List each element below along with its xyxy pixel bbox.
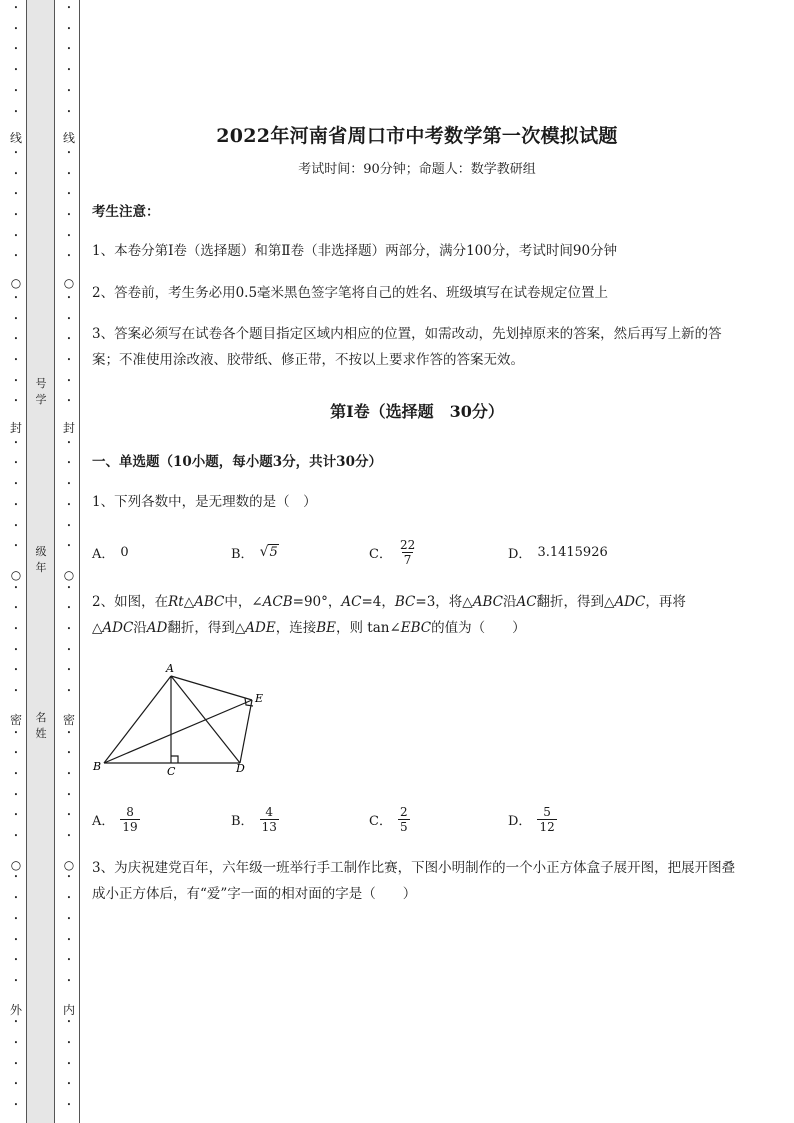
segment-ab [104, 676, 171, 763]
math-var: BC [394, 594, 416, 610]
q1-options [92, 532, 746, 572]
cut-line-dot: • [66, 521, 72, 530]
cut-line-dot: • [66, 500, 72, 509]
cut-line-dot: • [66, 728, 72, 737]
cut-line-dot: • [13, 24, 19, 33]
fraction [260, 805, 279, 834]
cut-line-dot: • [66, 811, 72, 820]
q1-option-c[interactable] [369, 532, 417, 572]
option-label: D． [508, 546, 532, 562]
cut-line-dot: • [13, 169, 19, 178]
cut-line-dot: • [13, 107, 19, 116]
cut-line-dot: • [13, 1101, 19, 1110]
numerator: 5 [543, 804, 551, 819]
cut-line-dot: • [13, 914, 19, 923]
cut-line-dot: • [13, 500, 19, 509]
cut-line-dot: • [13, 976, 19, 985]
inner-marker-2: ○ [63, 276, 75, 290]
cut-line-dot: • [13, 728, 19, 737]
option-value: 0 [120, 544, 129, 560]
option-value: 3.1415926 [537, 544, 608, 560]
denominator: 19 [122, 819, 138, 834]
inner-marker-7: 内 [62, 1003, 75, 1017]
notice-item-1: 1、本卷分第I卷（选择题）和第Ⅱ卷（非选择题）两部分，满分100分，考试时间90分钟 [92, 243, 618, 259]
denominator: 5 [399, 819, 408, 834]
text: 的值为（ ） [431, 620, 526, 636]
fraction [537, 805, 556, 834]
math-var: ADE [245, 620, 276, 636]
exam-subtitle: 考试时间：90分钟；命题人：数学教研组 [298, 162, 536, 177]
segment-be [104, 700, 252, 763]
field-char: 名 [35, 711, 47, 724]
option-label: B． [231, 813, 254, 829]
fraction [398, 538, 417, 567]
cut-line-dot: • [13, 231, 19, 240]
cut-line-dot: • [66, 749, 72, 758]
cut-line-dot: • [66, 687, 72, 696]
cut-line-dot: • [13, 811, 19, 820]
math-var: EBC [400, 620, 432, 636]
cut-line-dot: • [13, 625, 19, 633]
cut-line-dot: • [13, 86, 19, 95]
cut-line-dot: • [13, 583, 19, 592]
text: =90°， [292, 594, 342, 610]
name-label [34, 710, 48, 742]
text: △ [183, 594, 195, 610]
binding-inner-border [79, 0, 80, 1123]
inner-marker-1: 线 [62, 131, 75, 145]
cut-line-dot: • [13, 459, 19, 468]
inner-marker-4: ○ [63, 568, 75, 582]
cut-line-dot: • [66, 480, 72, 489]
label-c: C [167, 765, 176, 778]
right-angle-mark-c [171, 756, 178, 763]
q1-option-d[interactable] [508, 532, 608, 572]
cut-line-dot: • [13, 211, 19, 219]
cut-line-dot: • [66, 976, 72, 985]
cut-line-dot: • [66, 666, 72, 675]
text: 2、如图，在 [92, 594, 169, 610]
q2-option-c[interactable] [369, 799, 410, 839]
notice-heading: 考生注意： [92, 204, 160, 220]
numerator: 4 [265, 804, 274, 819]
part-heading: 一、单选题（10小题，每小题3分，共计30分） [92, 454, 382, 470]
cut-line-dot: • [13, 935, 19, 944]
cut-line-dot: • [66, 769, 72, 778]
cut-line-dot: • [13, 894, 19, 903]
section-title: 第I卷（选择题 30分） [330, 402, 504, 421]
text: 沿 [502, 594, 517, 610]
exam-title: 2022年河南省周口市中考数学第一次模拟试题 [216, 125, 618, 147]
cut-line-dot: • [13, 645, 19, 654]
radical-sign: √ [259, 544, 269, 560]
cut-line-dot: • [66, 438, 72, 447]
field-char: 姓 [35, 727, 47, 740]
outer-marker-2: ○ [10, 276, 22, 290]
math-var: AC [341, 594, 362, 610]
option-label: A． [92, 546, 115, 562]
q1-option-b[interactable] [231, 532, 279, 572]
option-label: B． [231, 546, 254, 562]
text: △ [92, 620, 103, 636]
inner-marker-3: 封 [62, 421, 75, 435]
math-var: BE [316, 620, 336, 636]
q2-geometry-figure [90, 660, 280, 780]
cut-line-dot: • [66, 335, 72, 344]
cut-line-dot: • [13, 873, 19, 882]
q2-option-d[interactable] [508, 799, 557, 839]
cut-line-dot: • [13, 749, 19, 758]
student-id-label [34, 376, 48, 408]
cut-line-dot: • [66, 583, 72, 592]
cut-line-dot: • [66, 1080, 72, 1089]
cut-line-dot: • [66, 231, 72, 240]
math-var: ABC [194, 594, 225, 610]
label-d: D [236, 762, 245, 775]
cut-line-dot: • [66, 24, 72, 33]
sqrt-expression [260, 544, 279, 560]
cut-line-dot: • [13, 769, 19, 778]
cut-line-dot: • [66, 355, 72, 364]
segment-ed [240, 700, 252, 763]
math-var: ABC [472, 594, 503, 610]
cut-line-dot: • [66, 1018, 72, 1027]
outer-marker-5: 密 [9, 713, 22, 727]
cut-line-dot: • [13, 1059, 19, 1068]
cut-line-dot: • [13, 252, 19, 261]
field-char: 级 [35, 545, 47, 558]
text: 中，∠ [224, 594, 263, 610]
text: ，再将 [645, 594, 686, 610]
cut-line-dot: • [66, 956, 72, 965]
option-label: C． [369, 546, 392, 562]
cut-line-dot: • [66, 4, 72, 12]
cut-line-dot: • [66, 1039, 72, 1047]
cut-line-dot: • [66, 832, 72, 840]
label-b: B [93, 760, 102, 773]
text: =3，将△ [415, 594, 473, 610]
math-var: AC [516, 594, 537, 610]
cut-line-dot: • [13, 687, 19, 696]
cut-line-dot: • [66, 459, 72, 468]
cut-line-dot: • [66, 314, 72, 323]
cut-line-dot: • [13, 293, 19, 302]
fraction [398, 805, 410, 834]
grade-label [34, 544, 48, 576]
numerator: 22 [399, 537, 416, 552]
q2-stem-line1 [92, 589, 746, 615]
cut-line-dot: • [13, 666, 19, 675]
cut-line-dot: • [13, 335, 19, 344]
cut-line-dot: • [13, 66, 19, 75]
cut-line-dot: • [13, 542, 19, 551]
cut-line-dot: • [66, 45, 72, 54]
cut-line-dot: • [13, 148, 19, 157]
math-var: ACB [262, 594, 293, 610]
cut-line-dot: • [66, 790, 72, 799]
denominator: 12 [539, 819, 555, 834]
cut-line-dot: • [66, 935, 72, 944]
cut-line-dot: • [66, 86, 72, 95]
outer-marker-7: 外 [9, 1003, 22, 1017]
denominator: 13 [261, 819, 277, 834]
cut-line-dot: • [66, 625, 72, 633]
cut-line-dot: • [66, 190, 72, 199]
cut-line-dot: • [13, 956, 19, 965]
cut-line-dot: • [13, 355, 19, 364]
cut-line-dot: • [13, 376, 19, 385]
math-var: AD [146, 620, 168, 636]
inner-marker-5: 密 [62, 713, 75, 727]
cut-line-dot: • [66, 107, 72, 116]
cut-line-dot: • [13, 790, 19, 799]
text: 翻折，得到△ [536, 594, 615, 610]
cut-line-dot: • [66, 542, 72, 551]
cut-line-dot: • [66, 645, 72, 654]
option-label: C． [369, 813, 392, 829]
cut-line-dot: • [66, 66, 72, 75]
cut-line-dot: • [13, 397, 19, 406]
cut-line-dot: • [13, 438, 19, 447]
numerator: 2 [399, 804, 408, 819]
field-char: 学 [35, 393, 47, 406]
text: 翻折，得到△ [167, 620, 246, 636]
radicand: 5 [269, 545, 278, 560]
numerator: 8 [126, 804, 134, 819]
cut-line-dot: • [13, 1080, 19, 1089]
cut-line-dot: • [66, 914, 72, 923]
q2-option-b[interactable] [231, 799, 279, 839]
denominator: 7 [403, 552, 412, 567]
text: =4， [361, 594, 395, 610]
cut-line-dot: • [66, 1059, 72, 1068]
inner-cut-line [62, 0, 76, 1123]
q1-stem: 1、下列各数中，是无理数的是（ ） [92, 494, 317, 510]
outer-marker-1: 线 [9, 131, 22, 145]
math-var: Rt [168, 594, 184, 610]
cut-line-dot: • [13, 314, 19, 323]
q3-stem: 3、为庆祝建党百年，六年级一班举行手工制作比赛，下图小明制作的一个小正方体盒子展开图，把展开图叠成小正方体后，有“爱”字一面的相对面的字是（ ） [92, 860, 736, 902]
math-var: ADC [614, 594, 646, 610]
cut-line-dot: • [66, 169, 72, 178]
cut-line-dot: • [66, 604, 72, 613]
cut-line-dot: • [66, 873, 72, 882]
fraction [120, 805, 139, 834]
cut-line-dot: • [13, 45, 19, 54]
outer-marker-4: ○ [10, 568, 22, 582]
cut-line-dot: • [13, 832, 19, 840]
option-label: D． [508, 813, 532, 829]
text: 沿 [133, 620, 147, 636]
q2-options [92, 799, 746, 839]
option-label: A． [92, 813, 115, 829]
cut-line-dot: • [13, 190, 19, 199]
cut-line-dot: • [66, 293, 72, 302]
cut-line-dot: • [13, 480, 19, 489]
cut-line-dot: • [66, 252, 72, 261]
segment-ae [171, 676, 252, 700]
q1-option-a[interactable] [92, 532, 129, 572]
cut-line-dot: • [13, 1018, 19, 1027]
text: ，连接 [275, 620, 317, 636]
cut-line-dot: • [13, 521, 19, 530]
field-char: 号 [35, 377, 47, 390]
outer-marker-6: ○ [10, 858, 22, 872]
outer-marker-3: 封 [9, 421, 22, 435]
cut-line-dot: • [66, 148, 72, 157]
math-var: ADC [102, 620, 134, 636]
cut-line-dot: • [13, 1039, 19, 1047]
cut-line-dot: • [13, 4, 19, 12]
cut-line-dot: • [66, 397, 72, 406]
q2-stem-line2 [92, 615, 746, 641]
label-a: A [166, 662, 174, 675]
cut-line-dot: • [66, 211, 72, 219]
field-char: 年 [35, 561, 47, 574]
notice-item-3: 3、答案必须写在试卷各个题目指定区域内相应的位置，如需改动，先划掉原来的答案，然后再写上新的答案；不准使用涂改液、胶带纸、修正带，不按以上要求作答的答案无效。 [92, 326, 722, 368]
q2-option-a[interactable] [92, 799, 140, 839]
cut-line-dot: • [66, 376, 72, 385]
cut-line-dot: • [66, 894, 72, 903]
text: ，则 tan∠ [335, 620, 401, 636]
inner-marker-6: ○ [63, 858, 75, 872]
outer-cut-line [9, 0, 23, 1123]
label-e: E [255, 692, 264, 705]
notice-item-2: 2、答卷前，考生务必用0.5毫米黑色签字笔将自己的姓名、班级填写在试卷规定位置上 [92, 285, 609, 301]
cut-line-dot: • [66, 1101, 72, 1110]
cut-line-dot: • [13, 604, 19, 613]
